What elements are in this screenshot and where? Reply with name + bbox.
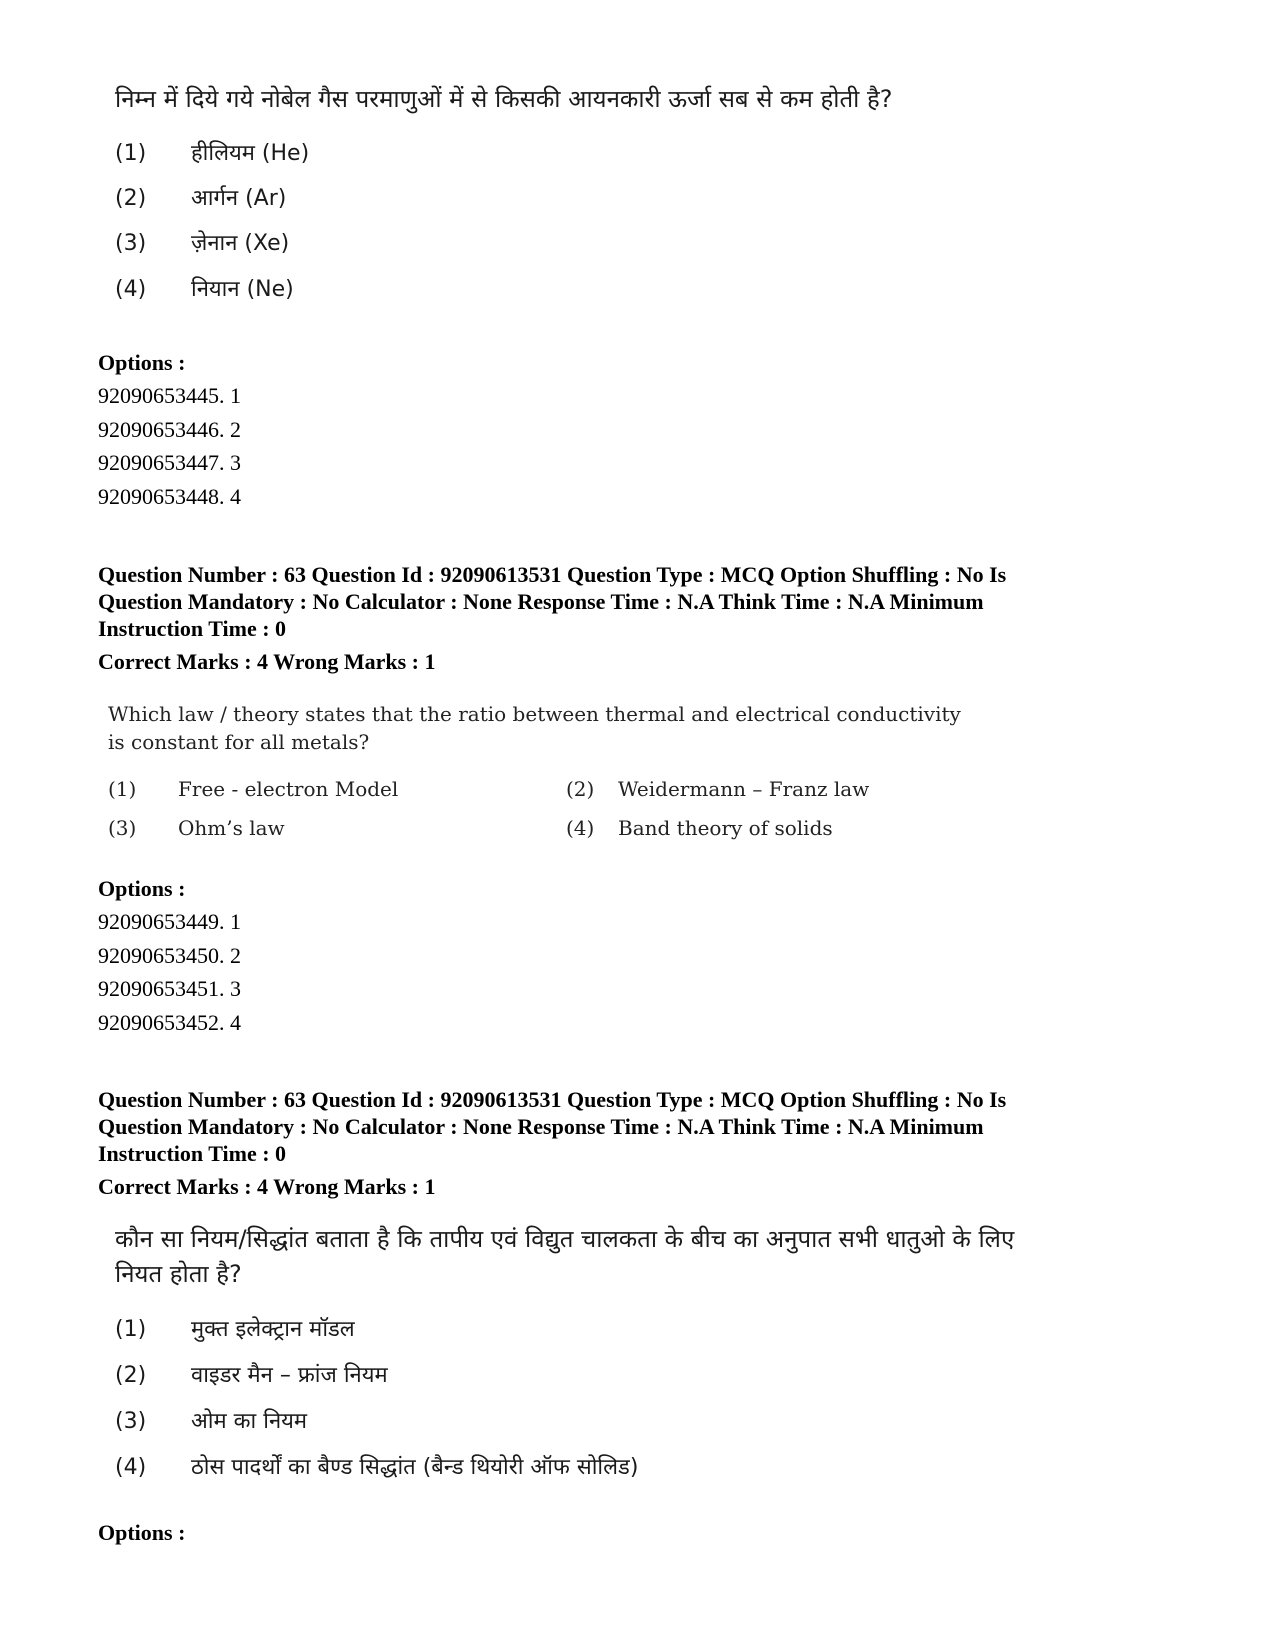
question-63-option-3 xyxy=(108,814,285,842)
option-id-line: 92090653448. 4 xyxy=(98,484,241,509)
option-number: (4) xyxy=(115,1455,147,1480)
question-63-option-2 xyxy=(566,775,869,803)
option-number: (4) xyxy=(115,277,147,302)
option-text: मुक्त इलेक्ट्रान मॉडल xyxy=(191,1317,355,1342)
question-marks: Correct Marks : 4 Wrong Marks : 1 xyxy=(98,1174,436,1199)
question-marks: Correct Marks : 4 Wrong Marks : 1 xyxy=(98,649,436,674)
option-number: (2) xyxy=(115,186,147,211)
option-id-line: 92090653449. 1 xyxy=(98,909,241,934)
question-63-hindi-line-1: कौन सा नियम/सिद्धांत बताता है कि तापीय एवं विद्युत चालकता के बीच का अनुपात सभी धातुओ के लिए xyxy=(115,1225,1015,1253)
option-text: आर्गन (Ar) xyxy=(191,186,287,211)
option-number: (2) xyxy=(115,1363,147,1388)
option-number: (3) xyxy=(115,1409,147,1434)
question-63-option-4 xyxy=(566,814,833,842)
question-meta-line: Question Number : 63 Question Id : 92090613531 Question Type : MCQ Option Shuffling : No Is xyxy=(98,562,1007,587)
question-62-hindi-text: निम्न में दिये गये नोबेल गैस परमाणुओं में से किसकी आयनकारी ऊर्जा सब से कम होती है? xyxy=(115,85,893,113)
option-id-line: 92090653446. 2 xyxy=(98,417,241,442)
option-text: ज़ेनान (Xe) xyxy=(191,231,290,256)
option-number: (2) xyxy=(566,777,595,801)
question-63-english-line-2: is constant for all metals? xyxy=(108,730,370,754)
question-63-hindi-line-2: नियत होता है? xyxy=(115,1260,242,1288)
question-meta-line: Instruction Time : 0 xyxy=(98,1141,287,1166)
question-meta-line: Question Number : 63 Question Id : 92090613531 Question Type : MCQ Option Shuffling : No Is xyxy=(98,1087,1007,1112)
option-id-line: 92090653445. 1 xyxy=(98,383,241,408)
option-text: Free - electron Model xyxy=(178,777,399,801)
question-meta-line: Question Mandatory : No Calculator : None Response Time : N.A Think Time : N.A Minimum xyxy=(98,1114,984,1139)
option-text: Band theory of solids xyxy=(618,816,833,840)
option-id-line: 92090653450. 2 xyxy=(98,943,241,968)
question-63-hindi-option-4 xyxy=(115,1453,638,1483)
option-id-line: 92090653447. 3 xyxy=(98,450,241,475)
option-number: (3) xyxy=(108,816,137,840)
option-id-line: 92090653452. 4 xyxy=(98,1010,241,1035)
question-62-option-2 xyxy=(115,184,286,214)
options-heading: Options : xyxy=(98,1520,186,1545)
option-text: Weidermann – Franz law xyxy=(618,777,870,801)
option-text: नियान (Ne) xyxy=(191,277,294,302)
question-63-option-1 xyxy=(108,775,398,803)
options-heading: Options : xyxy=(98,876,186,901)
question-63-hindi-option-2 xyxy=(115,1361,388,1391)
option-text: ओम का नियम xyxy=(191,1409,308,1434)
question-62-option-3 xyxy=(115,229,289,259)
question-62-option-4 xyxy=(115,275,294,305)
option-id-line: 92090653451. 3 xyxy=(98,976,241,1001)
option-number: (4) xyxy=(566,816,595,840)
option-text: हीलियम (He) xyxy=(191,141,310,166)
option-number: (3) xyxy=(115,231,147,256)
options-heading: Options : xyxy=(98,350,186,375)
option-text: वाइडर मैन – फ्रांज नियम xyxy=(191,1363,388,1388)
question-62-option-1 xyxy=(115,139,309,169)
option-number: (1) xyxy=(108,777,137,801)
option-text: Ohm’s law xyxy=(178,816,285,840)
question-63-hindi-option-1 xyxy=(115,1315,355,1345)
question-63-english-line-1: Which law / theory states that the ratio between thermal and electrical conductivity xyxy=(108,702,961,726)
question-meta-line: Instruction Time : 0 xyxy=(98,616,287,641)
option-text: ठोस पादर्थों का बैण्ड सिद्धांत (बैन्ड थियोरी ऑफ सोलिड) xyxy=(191,1455,639,1480)
question-63-hindi-option-3 xyxy=(115,1407,307,1437)
option-number: (1) xyxy=(115,141,147,166)
option-number: (1) xyxy=(115,1317,147,1342)
question-meta-line: Question Mandatory : No Calculator : None Response Time : N.A Think Time : N.A Minimum xyxy=(98,589,984,614)
